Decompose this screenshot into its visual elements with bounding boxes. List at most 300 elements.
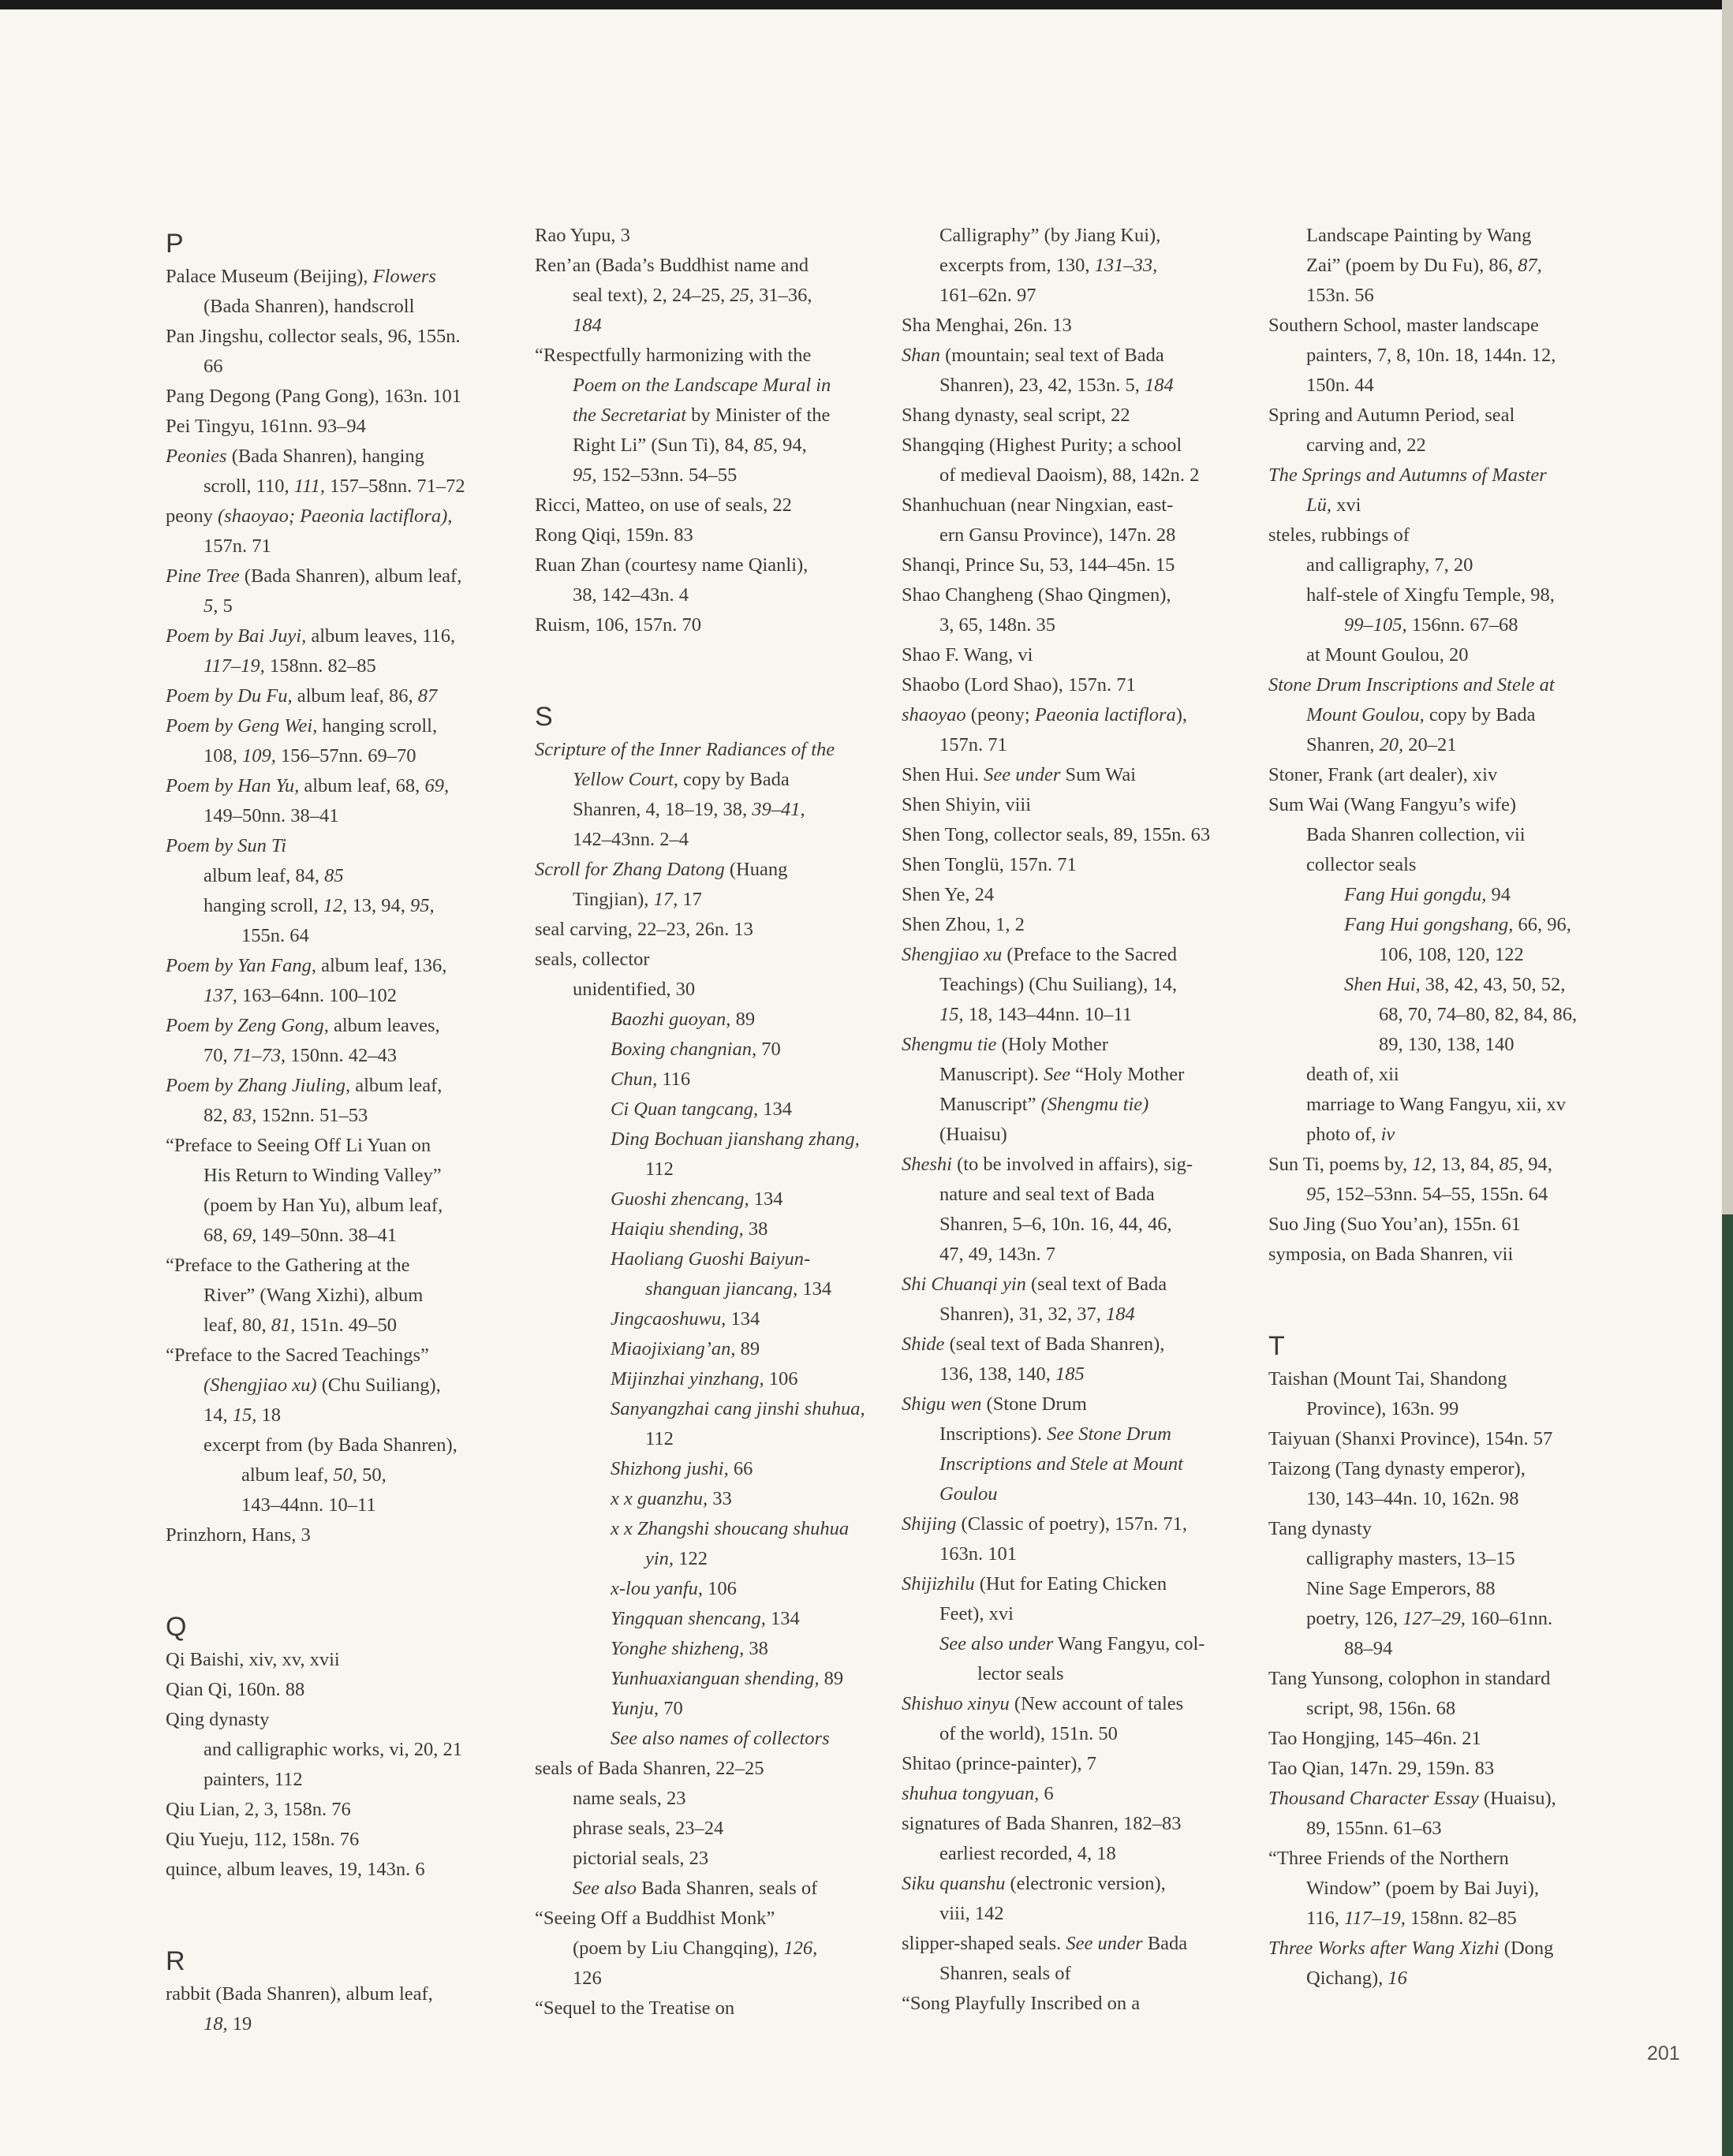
index-subentry (535, 1394, 898, 1424)
entry-text: 152nn. 51–53 (256, 1105, 368, 1126)
index-subentry (902, 1240, 1264, 1270)
italic-text: 95, (410, 895, 435, 916)
index-subentry (1268, 251, 1631, 281)
index-subentry (902, 1719, 1264, 1749)
italic-text: Poem by Geng Wei, (166, 715, 318, 737)
index-subentry (535, 1005, 898, 1035)
index-subentry (166, 861, 528, 891)
entry-text: steles, rubbings of (1268, 524, 1410, 546)
index-entry (902, 1689, 1264, 1719)
entry-text: (Bada Shanren), hanging (226, 446, 424, 467)
italic-text: 15, (939, 1004, 964, 1025)
index-entry (535, 610, 898, 640)
entry-text: 108, (204, 745, 242, 767)
index-entry (535, 945, 898, 975)
entry-text: Tao Qian, 147n. 29, 159n. 83 (1268, 1758, 1495, 1779)
index-entry (902, 580, 1264, 610)
index-subentry (902, 1360, 1264, 1389)
index-entry (1268, 520, 1631, 550)
entry-text: calligraphy masters, 13–15 (1306, 1548, 1515, 1569)
entry-text: and calligraphy, 7, 20 (1306, 554, 1473, 576)
italic-text: Yellow Court, (573, 769, 678, 790)
index-subentry (166, 1490, 528, 1520)
italic-text: 39–41, (752, 799, 805, 820)
entry-text: Pang Degong (Pang Gong), 163n. 101 (166, 386, 461, 407)
index-entry (1268, 670, 1631, 700)
italic-text: 81, (271, 1315, 296, 1336)
entry-text: 156–57nn. 69–70 (275, 745, 416, 767)
entry-text: 155n. 64 (241, 925, 309, 946)
entry-text: (peony; (965, 704, 1035, 726)
italic-text: Guoshi zhencang, (611, 1188, 749, 1210)
index-subentry (535, 1125, 898, 1154)
index-subentry (166, 921, 528, 951)
entry-text: copy by Bada (1424, 704, 1536, 726)
italic-text: 71–73, (232, 1045, 286, 1066)
entry-text: collector seals (1306, 854, 1417, 875)
entry-text: Landscape Painting by Wang (1306, 225, 1532, 246)
entry-text: lector seals (977, 1663, 1064, 1684)
entry-text: “Preface to the Sacred Teachings” (166, 1345, 429, 1366)
index-subentry (1268, 371, 1631, 401)
index-subentry (1268, 221, 1631, 251)
italic-text: Shide (902, 1334, 945, 1355)
entry-text: 157n. 71 (939, 734, 1007, 755)
index-entry (902, 700, 1264, 730)
index-subentry (535, 1934, 898, 1964)
index-entry (166, 561, 528, 591)
entry-text: Tang Yunsong, colophon in standard (1268, 1668, 1551, 1689)
index-entry (166, 1011, 528, 1041)
entry-text: 3, 65, 148n. 35 (939, 614, 1055, 636)
index-entry (902, 1330, 1264, 1360)
index-subentry (1268, 1394, 1631, 1424)
index-subentry (535, 1544, 898, 1574)
entry-text: 17 (678, 889, 702, 910)
index-entry (902, 820, 1264, 850)
entry-text: Inscriptions). (939, 1423, 1048, 1445)
entry-text: album leaf, (241, 1464, 334, 1486)
entry-text: (seal text of Bada (1025, 1274, 1167, 1295)
entry-text: (New account of tales (1009, 1693, 1184, 1714)
index-entry (535, 735, 898, 765)
italic-text: 69, (232, 1225, 257, 1246)
index-subentry (902, 1210, 1264, 1240)
entry-text: album leaf, 68, (299, 775, 425, 796)
index-subentry (1268, 640, 1631, 670)
index-entry (1268, 1844, 1631, 1874)
index-subentry (166, 1401, 528, 1430)
index-subentry (1268, 730, 1631, 760)
italic-text: Sheshi (902, 1154, 952, 1175)
italic-text: Miaojixiang’an, (611, 1338, 736, 1360)
section-spacer (535, 640, 898, 694)
index-entry (166, 322, 528, 352)
index-subentry (1268, 1000, 1631, 1030)
entry-text: Shao F. Wang, vi (902, 644, 1033, 666)
entry-text: 157–58nn. 71–72 (325, 476, 465, 497)
entry-text: (Huang (724, 859, 788, 880)
entry-text: 112 (645, 1158, 674, 1180)
entry-text: 89 (735, 1338, 760, 1360)
italic-text: 131–33, (1094, 255, 1158, 276)
entry-text: Pan Jingshu, collector seals, 96, 155n. (166, 326, 461, 347)
entry-text: “Three Friends of the Northern (1268, 1848, 1509, 1869)
entry-text: Sum Wai (1060, 764, 1137, 785)
entry-text: “Sequel to the Treatise on (535, 1997, 735, 2019)
index-subentry (535, 1334, 898, 1364)
entry-text: 149–50nn. 38–41 (256, 1225, 397, 1246)
italic-text: Poem by Sun Ti (166, 835, 287, 856)
entry-text: (seal text of Bada Shanren), (944, 1334, 1165, 1355)
entry-text: “Song Playfully Inscribed on a (902, 1993, 1141, 2014)
italic-text: 87 (417, 685, 438, 707)
index-subentry (535, 885, 898, 915)
italic-text: Scripture of the Inner Radiances of the (535, 739, 835, 760)
index-entry (902, 491, 1264, 520)
index-subentry (902, 281, 1264, 311)
index-entry (902, 1030, 1264, 1060)
entry-text: 38 (743, 1218, 768, 1240)
entry-text: Southern School, master landscape (1268, 315, 1539, 336)
index-subentry (1268, 970, 1631, 1000)
section-spacer (1268, 1270, 1631, 1323)
entry-text: 6 (1039, 1783, 1054, 1804)
entry-text: 152–53nn. 54–55, 155n. 64 (1330, 1184, 1548, 1205)
entry-text: seal text), 2, 24–25, (573, 285, 730, 306)
italic-text: Flowers (372, 266, 436, 287)
section-letter-heading: Q (166, 1612, 187, 1642)
index-subentry (535, 1454, 898, 1484)
entry-text: 158nn. 82–85 (1405, 1908, 1517, 1929)
entry-text: His Return to Winding Valley” (204, 1165, 442, 1186)
entry-text: Shanren, 5–6, 10n. 16, 44, 46, (939, 1214, 1172, 1235)
index-subentry (535, 1694, 898, 1724)
index-entry (166, 621, 528, 651)
index-subentry (1268, 550, 1631, 580)
italic-text: 85, (1499, 1154, 1524, 1175)
italic-text: Haiqiu shending, (611, 1218, 744, 1240)
entry-text: (Huaisu), (1478, 1788, 1556, 1809)
index-entry (902, 1749, 1264, 1779)
entry-text: album leaf, 86, (292, 685, 418, 707)
entry-text: half-stele of Xingfu Temple, 98, (1306, 584, 1555, 606)
index-entry (166, 1251, 528, 1281)
index-entry (1268, 1454, 1631, 1484)
index-subentry (535, 1214, 898, 1244)
entry-text: ern Gansu Province), 147n. 28 (939, 524, 1176, 546)
index-subentry (535, 461, 898, 491)
index-subentry (535, 371, 898, 401)
entry-text: Feet), xvi (939, 1603, 1014, 1624)
index-subentry (166, 1735, 528, 1765)
index-subentry (166, 1101, 528, 1131)
index-entry (902, 311, 1264, 341)
index-entry (902, 1150, 1264, 1180)
entry-text: marriage to Wang Fangyu, xii, xv (1306, 1094, 1566, 1115)
entry-text: 18 (256, 1404, 281, 1426)
entry-text: 106, 108, 120, 122 (1379, 944, 1524, 965)
index-subentry (902, 1899, 1264, 1929)
italic-text: 109, (242, 745, 276, 767)
index-entry (1268, 1150, 1631, 1180)
italic-text: 87, (1518, 255, 1542, 276)
entry-text: Shanren, 4, 18–19, 38, (573, 799, 753, 820)
italic-text: Poem by Zeng Gong, (166, 1015, 329, 1036)
index-subentry (535, 1814, 898, 1844)
entry-text: 31–36, (754, 285, 812, 306)
index-entry (166, 771, 528, 801)
index-entry (166, 1979, 528, 2009)
entry-text: Qi Baishi, xiv, xv, xvii (166, 1649, 340, 1670)
italic-text: Inscriptions and Stele at Mount (939, 1453, 1183, 1475)
entry-text: 116 (657, 1069, 691, 1090)
entry-text: poetry, 126, (1306, 1608, 1403, 1629)
entry-text: (Preface to the Sacred (1002, 944, 1177, 965)
entry-text: Shanren), 23, 42, 153n. 5, (939, 375, 1145, 396)
index-subentry (535, 1364, 898, 1394)
italic-text: Shigu wen (902, 1393, 982, 1415)
italic-text: x x guanzhu, (611, 1488, 708, 1509)
index-subentry (535, 1514, 898, 1544)
index-subentry (535, 795, 898, 825)
index-subentry (166, 292, 528, 322)
index-subentry (535, 311, 898, 341)
entry-text: Province), 163n. 99 (1306, 1398, 1459, 1419)
index-subentry (166, 1430, 528, 1460)
index-column-1 (166, 221, 528, 2039)
entry-text: Shitao (prince-painter), 7 (902, 1753, 1096, 1774)
entry-text: (Dong (1499, 1938, 1554, 1959)
index-entry (535, 1904, 898, 1934)
index-subentry (902, 1629, 1264, 1659)
entry-text: album leaf, 136, (316, 955, 447, 976)
entry-text: 50, (357, 1464, 387, 1486)
entry-text: Shangqing (Highest Purity; a school (902, 435, 1182, 456)
entry-text: 126 (573, 1968, 602, 1989)
index-subentry (535, 1634, 898, 1664)
entry-text: 134 (765, 1608, 800, 1629)
index-subentry (902, 1659, 1264, 1689)
index-entry (1268, 1664, 1631, 1694)
entry-text: (to be involved in affairs), sig- (951, 1154, 1193, 1175)
index-entry (166, 1795, 528, 1825)
index-subentry (166, 1371, 528, 1401)
entry-text: nature and seal text of Bada (939, 1184, 1155, 1205)
index-entry (1268, 1754, 1631, 1784)
entry-text: 13, 84, (1436, 1154, 1500, 1175)
index-entry (1268, 311, 1631, 341)
entry-text: (Stone Drum (981, 1393, 1087, 1415)
italic-text: See under (984, 764, 1061, 785)
index-subentry (902, 1090, 1264, 1120)
italic-text: Shengjiao xu (902, 944, 1003, 965)
index-entry (166, 1675, 528, 1705)
section-letter-heading: T (1268, 1331, 1285, 1361)
index-entry (166, 1071, 528, 1101)
index-subentry (1268, 1484, 1631, 1514)
italic-text: See Stone Drum (1047, 1423, 1171, 1445)
entry-text: painters, 7, 8, 10n. 18, 144n. 12, (1306, 345, 1556, 366)
italic-text: Lü, (1306, 494, 1332, 516)
index-entry (535, 855, 898, 885)
index-subentry (535, 1244, 898, 1274)
entry-text: Tingjian), (573, 889, 654, 910)
entry-text: 14, (204, 1404, 233, 1426)
entry-text: 38 (744, 1638, 768, 1659)
entry-text: Shang dynasty, seal script, 22 (902, 405, 1130, 426)
italic-text: Mount Goulou, (1306, 704, 1425, 726)
index-entry (1268, 1514, 1631, 1544)
entry-text: Teachings) (Chu Suiliang), 14, (939, 974, 1178, 995)
index-subentry (535, 281, 898, 311)
entry-text: hanging scroll, (317, 715, 438, 737)
index-entry (166, 1705, 528, 1735)
index-entry (902, 1869, 1264, 1899)
entry-text: album leaves, 116, (306, 625, 456, 647)
entry-text: Rong Qiqi, 159n. 83 (535, 524, 693, 546)
top-edge-bar (0, 0, 1733, 9)
index-entry (166, 1520, 528, 1550)
italic-text: The Springs and Autumns of Master (1268, 464, 1547, 486)
index-subentry (1268, 1060, 1631, 1090)
entry-text: Taishan (Mount Tai, Shandong (1268, 1368, 1507, 1389)
entry-text: 136, 138, 140, (939, 1363, 1055, 1385)
index-entry (902, 850, 1264, 880)
italic-text: Shengmu tie (902, 1034, 997, 1055)
entry-text: 143–44nn. 10–11 (241, 1494, 376, 1516)
entry-text: slipper-shaped seals. (902, 1933, 1066, 1954)
index-subentry (535, 1065, 898, 1095)
italic-text: Baozhi guoyan, (611, 1009, 731, 1030)
italic-text: Yingquan shencang, (611, 1608, 766, 1629)
entry-text: Bada Shanren collection, vii (1306, 824, 1526, 845)
index-entry (902, 670, 1264, 700)
italic-text: 126, (783, 1938, 818, 1959)
index-subentry (166, 1221, 528, 1251)
italic-text: Boxing changnian, (611, 1039, 757, 1060)
italic-text: Fang Hui gongshang, (1344, 914, 1514, 935)
entry-text: script, 98, 156n. 68 (1306, 1698, 1456, 1719)
entry-text: Sun Ti, poems by, (1268, 1154, 1413, 1175)
index-subentry (902, 461, 1264, 491)
entry-text: 94, (1523, 1154, 1552, 1175)
index-entry (1268, 1424, 1631, 1454)
index-entry (902, 940, 1264, 970)
italic-text: 50, (333, 1464, 357, 1486)
entry-text: unidentified, 30 (573, 979, 696, 1000)
entry-text: Qichang), (1306, 1968, 1388, 1989)
italic-text: Poem by Du Fu, (166, 685, 293, 707)
index-entry (166, 442, 528, 472)
entry-text: of the world), 151n. 50 (939, 1723, 1118, 1744)
index-subentry (1268, 1180, 1631, 1210)
entry-text: Manuscript” (939, 1094, 1041, 1115)
italic-text: Poem by Yan Fang, (166, 955, 316, 976)
italic-text: Poem on the Landscape Mural in (573, 375, 831, 396)
entry-text: 156nn. 67–68 (1406, 614, 1518, 636)
index-subentry (902, 1000, 1264, 1030)
index-subentry (1268, 491, 1631, 520)
entry-text: (electronic version), (1005, 1873, 1166, 1894)
index-subentry (1268, 850, 1631, 880)
index-subentry (1268, 700, 1631, 730)
italic-text: Yonghe shizheng, (611, 1638, 745, 1659)
index-entry (1268, 1364, 1631, 1394)
entry-text: 134 (726, 1308, 760, 1330)
entry-text: Shen Tonglü, 157n. 71 (902, 854, 1077, 875)
index-entry (902, 341, 1264, 371)
index-subentry (535, 765, 898, 795)
italic-text: Shizhong jushi, (611, 1458, 729, 1479)
italic-text: Shijing (902, 1513, 957, 1535)
entry-text: (mountain; seal text of Bada (940, 345, 1164, 366)
italic-text: 95, (573, 464, 597, 486)
italic-text: Ding Bochuan jianshang zhang, (611, 1128, 860, 1150)
index-subentry (1268, 820, 1631, 850)
entry-text: earliest recorded, 4, 18 (939, 1843, 1116, 1864)
entry-text: 66, 96, (1513, 914, 1571, 935)
entry-text: scroll, 110, (204, 476, 294, 497)
italic-text: Fang Hui gongdu, (1344, 884, 1487, 905)
index-subentry (535, 1035, 898, 1065)
entry-text: Taiyuan (Shanxi Province), 154n. 57 (1268, 1428, 1553, 1449)
entry-text: Shen Hui. (902, 764, 984, 785)
entry-text: 89, 130, 138, 140 (1379, 1034, 1515, 1055)
italic-text: Shijizhilu (902, 1573, 975, 1595)
index-subentry (1268, 1904, 1631, 1934)
index-entry (166, 681, 528, 711)
entry-text: Stoner, Frank (art dealer), xiv (1268, 764, 1498, 785)
entry-text: Qian Qi, 160n. 88 (166, 1679, 305, 1700)
entry-text: Calligraphy” (by Jiang Kui), (939, 225, 1161, 246)
entry-text: of medieval Daoism), 88, 142n. 2 (939, 464, 1200, 486)
index-subentry (1268, 880, 1631, 910)
entry-text: xvi (1331, 494, 1361, 516)
entry-text: Spring and Autumn Period, seal (1268, 405, 1515, 426)
index-subentry (535, 975, 898, 1005)
entry-text: “Respectfully harmonizing with the (535, 345, 812, 366)
entry-text: Nine Sage Emperors, 88 (1306, 1578, 1496, 1599)
index-subentry (166, 1765, 528, 1795)
index-subentry (1268, 1964, 1631, 1994)
index-subentry (535, 1154, 898, 1184)
index-entry (166, 262, 528, 292)
entry-text: (Bada Shanren), handscroll (204, 296, 415, 317)
italic-text: 184 (1144, 375, 1174, 396)
index-entry (902, 1989, 1264, 2019)
index-entry (1268, 1724, 1631, 1754)
entry-text: Shao Changheng (Shao Qingmen), (902, 584, 1171, 606)
index-entry (902, 1929, 1264, 1959)
index-entry (902, 1509, 1264, 1539)
italic-text: 137, (204, 985, 237, 1006)
entry-text: 89 (730, 1009, 756, 1030)
index-subentry (535, 1484, 898, 1514)
entry-text: 134 (758, 1099, 793, 1120)
index-column-4 (1268, 221, 1631, 1994)
entry-text: seals, collector (535, 949, 650, 970)
index-entry (902, 1270, 1264, 1300)
entry-text: (Hut for Eating Chicken (974, 1573, 1167, 1595)
italic-text: Yunhuaxianguan shending, (611, 1668, 820, 1689)
section-letter-heading: R (166, 1946, 185, 1976)
entry-text: death of, xii (1306, 1064, 1399, 1085)
entry-text: 94, (778, 435, 807, 456)
index-subentry (166, 1161, 528, 1191)
entry-text: album leaf, (350, 1075, 443, 1096)
entry-text: 106 (703, 1578, 737, 1599)
